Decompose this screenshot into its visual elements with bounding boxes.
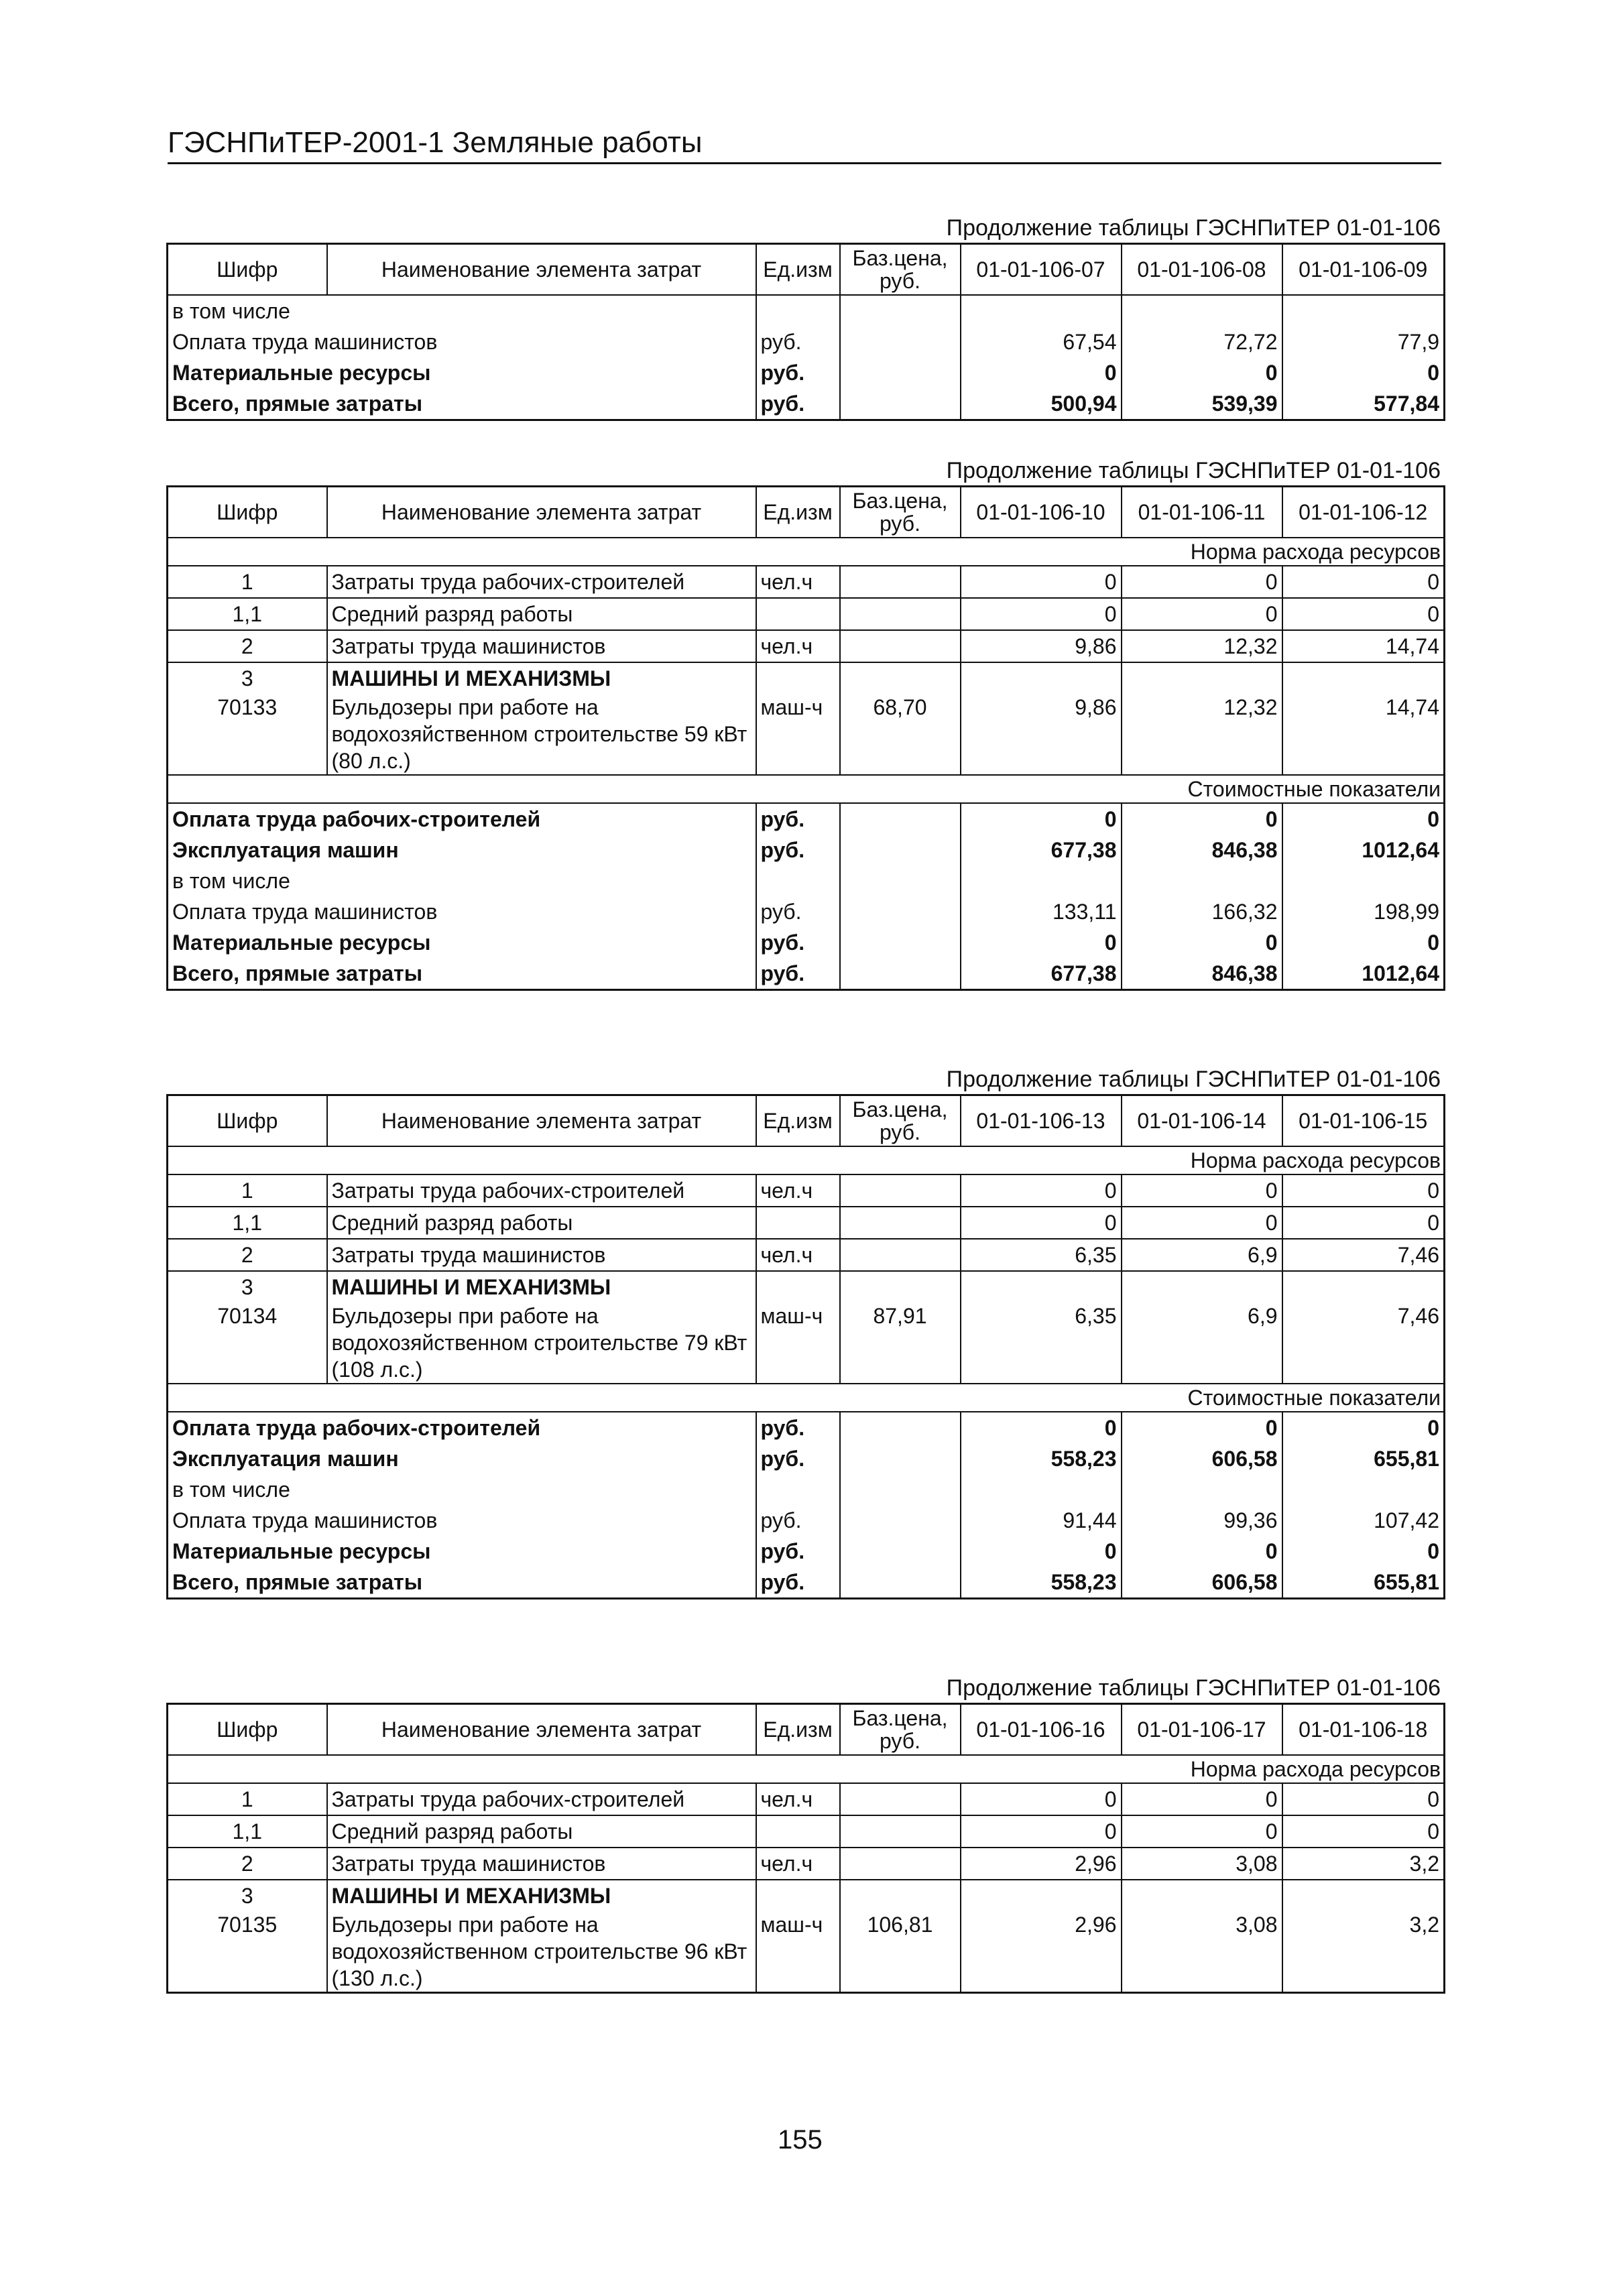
value-cell: 198,99 [1282, 896, 1445, 927]
row-price [840, 1815, 961, 1848]
value-cell: 67,54 [961, 326, 1122, 357]
value-cell: 0 [961, 1783, 1122, 1815]
row-unit [756, 1474, 840, 1505]
table-row [168, 1174, 1445, 1207]
value-cell: 0 [1122, 1815, 1282, 1848]
row-unit: чел.ч [756, 1848, 840, 1880]
table-row [168, 1815, 1445, 1848]
row-price [840, 388, 961, 420]
table-row [168, 1271, 1445, 1303]
row-price [840, 927, 961, 958]
row-price [840, 835, 961, 865]
row-unit: чел.ч [756, 630, 840, 662]
value-cell: 0 [961, 1815, 1122, 1848]
table-row [168, 326, 1445, 357]
cost-table [166, 485, 1445, 991]
value-cell: 0 [1282, 1783, 1445, 1815]
row-name: Затраты труда машинистов [327, 1239, 756, 1271]
col-price-header: Баз.цена, руб. [840, 1095, 961, 1147]
value-cell: 14,74 [1282, 694, 1445, 775]
value-cell [1122, 1474, 1282, 1505]
value-cell [1122, 1880, 1282, 1911]
value-cell: 3,2 [1282, 1848, 1445, 1880]
col-name-header: Наименование элемента затрат [327, 1095, 756, 1147]
row-name: МАШИНЫ И МЕХАНИЗМЫ [327, 1271, 756, 1303]
section-cost: Стоимостные показатели [168, 1384, 1445, 1412]
row-unit [756, 1880, 840, 1911]
value-cell: 0 [1282, 1815, 1445, 1848]
row-price [840, 598, 961, 630]
table-row [168, 958, 1445, 990]
table-row [168, 388, 1445, 420]
row-code: 2 [168, 630, 327, 662]
table-row [168, 694, 1445, 775]
row-price [840, 1207, 961, 1239]
row-name: МАШИНЫ И МЕХАНИЗМЫ [327, 662, 756, 694]
row-unit: руб. [756, 1536, 840, 1567]
row-code: 1 [168, 566, 327, 598]
col-price-header: Баз.цена, руб. [840, 244, 961, 296]
table-block-2 [166, 456, 1443, 991]
value-cell: 0 [1122, 927, 1282, 958]
col-norm-code: 01-01-106-12 [1282, 487, 1445, 538]
col-name-header: Наименование элемента затрат [327, 244, 756, 296]
row-code: 70135 [217, 1913, 278, 1937]
col-code-header: Шифр [168, 1095, 327, 1147]
col-norm-code: 01-01-106-17 [1122, 1704, 1282, 1756]
col-norm-code: 01-01-106-10 [961, 487, 1122, 538]
row-price [840, 1474, 961, 1505]
value-cell: 0 [1122, 1783, 1282, 1815]
value-cell: 99,36 [1122, 1505, 1282, 1536]
value-cell: 655,81 [1282, 1567, 1445, 1599]
section-norm: Норма расхода ресурсов [168, 1755, 1445, 1783]
section-cost: Стоимостные показатели [168, 775, 1445, 803]
row-unit: руб. [756, 927, 840, 958]
value-cell: 0 [1282, 1207, 1445, 1239]
row-name: Затраты труда рабочих-строителей [327, 1783, 756, 1815]
row-label: Оплата труда машинистов [172, 1508, 438, 1532]
value-cell: 539,39 [1122, 388, 1282, 420]
value-cell: 655,81 [1282, 1443, 1445, 1474]
value-cell: 91,44 [961, 1505, 1122, 1536]
value-cell: 2,96 [961, 1848, 1122, 1880]
value-cell: 0 [1282, 598, 1445, 630]
row-price [840, 1505, 961, 1536]
row-name: Затраты труда рабочих-строителей [327, 566, 756, 598]
header-row [168, 244, 1445, 296]
value-cell [961, 865, 1122, 896]
value-cell: 0 [961, 598, 1122, 630]
row-label: Оплата труда рабочих-строителей [172, 807, 541, 831]
row-name: Бульдозеры при работе на водохозяйственном строительстве 96 кВт (130 л.с.) [327, 1911, 756, 1993]
row-code: 1,1 [168, 598, 327, 630]
col-norm-code: 01-01-106-13 [961, 1095, 1122, 1147]
row-unit: маш-ч [756, 694, 840, 775]
section-norm: Норма расхода ресурсов [168, 538, 1445, 566]
table-row [168, 1505, 1445, 1536]
table-row [168, 1412, 1445, 1443]
table-row [168, 1848, 1445, 1880]
col-code-header: Шифр [168, 244, 327, 296]
value-cell: 3,08 [1122, 1848, 1282, 1880]
row-unit: руб. [756, 1443, 840, 1474]
row-label: Материальные ресурсы [172, 361, 431, 385]
row-unit: руб. [756, 388, 840, 420]
col-norm-code: 01-01-106-16 [961, 1704, 1122, 1756]
header-row [168, 487, 1445, 538]
row-name: Средний разряд работы [327, 1815, 756, 1848]
row-unit [756, 598, 840, 630]
table-row [168, 803, 1445, 835]
row-name: Затраты труда машинистов [327, 630, 756, 662]
row-unit: маш-ч [756, 1911, 840, 1993]
table-row [168, 1443, 1445, 1474]
value-cell: 107,42 [1282, 1505, 1445, 1536]
table-caption: Продолжение таблицы ГЭСНПиТЕР 01-01-106 [946, 215, 1441, 241]
col-unit-header: Ед.изм [756, 1095, 840, 1147]
value-cell: 677,38 [961, 958, 1122, 990]
value-cell: 500,94 [961, 388, 1122, 420]
row-unit: руб. [756, 326, 840, 357]
row-price [840, 803, 961, 835]
row-price [840, 1536, 961, 1567]
row-code: 2 [168, 1239, 327, 1271]
value-cell [1282, 1880, 1445, 1911]
row-price [840, 1412, 961, 1443]
value-cell [961, 662, 1122, 694]
cost-table [166, 1094, 1445, 1599]
table-row [168, 1239, 1445, 1271]
col-unit-header: Ед.изм [756, 487, 840, 538]
value-cell: 0 [1122, 1412, 1282, 1443]
table-row [168, 1911, 1445, 1993]
value-cell: 6,9 [1122, 1303, 1282, 1384]
value-cell: 72,72 [1122, 326, 1282, 357]
table-row [168, 1783, 1445, 1815]
table-row [168, 357, 1445, 388]
row-label: Оплата труда машинистов [172, 900, 438, 924]
value-cell: 9,86 [961, 630, 1122, 662]
row-name: МАШИНЫ И МЕХАНИЗМЫ [327, 1880, 756, 1911]
table-block-4 [166, 1673, 1443, 1994]
table-row [168, 865, 1445, 896]
row-code: 1 [168, 1783, 327, 1815]
row-price [840, 1271, 961, 1303]
value-cell: 558,23 [961, 1443, 1122, 1474]
table-caption: Продолжение таблицы ГЭСНПиТЕР 01-01-106 [946, 458, 1441, 483]
value-cell: 0 [1282, 1536, 1445, 1567]
value-cell: 0 [961, 1174, 1122, 1207]
value-cell: 0 [1282, 566, 1445, 598]
row-label: в том числе [172, 1477, 290, 1502]
cost-table [166, 1703, 1445, 1994]
row-unit [756, 1815, 840, 1848]
row-unit: руб. [756, 958, 840, 990]
row-price [840, 357, 961, 388]
row-name: Затраты труда машинистов [327, 1848, 756, 1880]
row-unit: руб. [756, 835, 840, 865]
row-price: 106,81 [840, 1911, 961, 1993]
row-label: Материальные ресурсы [172, 1539, 431, 1563]
row-code: 3 [241, 1884, 253, 1908]
value-cell: 0 [1122, 566, 1282, 598]
row-name: Бульдозеры при работе на водохозяйственном строительстве 59 кВт (80 л.с.) [327, 694, 756, 775]
row-price [840, 865, 961, 896]
table-row [168, 566, 1445, 598]
row-price [840, 1239, 961, 1271]
value-cell: 606,58 [1122, 1567, 1282, 1599]
value-cell: 3,2 [1282, 1911, 1445, 1993]
table-row [168, 1880, 1445, 1911]
row-price: 68,70 [840, 694, 961, 775]
value-cell: 0 [1282, 1412, 1445, 1443]
table-row [168, 896, 1445, 927]
row-unit: чел.ч [756, 566, 840, 598]
value-cell [961, 295, 1122, 326]
row-unit [756, 295, 840, 326]
value-cell [1282, 1474, 1445, 1505]
value-cell: 846,38 [1122, 835, 1282, 865]
value-cell: 0 [1282, 927, 1445, 958]
value-cell: 77,9 [1282, 326, 1445, 357]
value-cell: 6,35 [961, 1303, 1122, 1384]
row-price [840, 1174, 961, 1207]
row-label: Всего, прямые затраты [172, 1570, 423, 1594]
row-code: 1,1 [168, 1815, 327, 1848]
value-cell [961, 1474, 1122, 1505]
table-block-1 [166, 213, 1443, 421]
value-cell: 0 [961, 1536, 1122, 1567]
value-cell: 606,58 [1122, 1443, 1282, 1474]
row-price [840, 630, 961, 662]
value-cell [1282, 865, 1445, 896]
value-cell: 846,38 [1122, 958, 1282, 990]
section-norm: Норма расхода ресурсов [168, 1146, 1445, 1174]
value-cell: 0 [1122, 598, 1282, 630]
value-cell: 0 [1282, 357, 1445, 388]
value-cell: 0 [961, 566, 1122, 598]
col-norm-code: 01-01-106-15 [1282, 1095, 1445, 1147]
header-row [168, 1704, 1445, 1756]
table-row [168, 295, 1445, 326]
row-price [840, 1443, 961, 1474]
value-cell [1282, 1271, 1445, 1303]
row-unit: руб. [756, 1567, 840, 1599]
col-norm-code: 01-01-106-07 [961, 244, 1122, 296]
table-row [168, 1474, 1445, 1505]
table-row [168, 1207, 1445, 1239]
col-name-header: Наименование элемента затрат [327, 1704, 756, 1756]
value-cell [1122, 295, 1282, 326]
value-cell [1282, 295, 1445, 326]
row-code: 2 [168, 1848, 327, 1880]
value-cell: 6,35 [961, 1239, 1122, 1271]
col-norm-code: 01-01-106-08 [1122, 244, 1282, 296]
table-block-3 [166, 1065, 1443, 1599]
row-name: Бульдозеры при работе на водохозяйственном строительстве 79 кВт (108 л.с.) [327, 1303, 756, 1384]
row-code: 3 [241, 1275, 253, 1299]
row-price [840, 958, 961, 990]
row-unit: руб. [756, 1505, 840, 1536]
value-cell: 12,32 [1122, 694, 1282, 775]
value-cell: 677,38 [961, 835, 1122, 865]
row-price [840, 1567, 961, 1599]
row-price: 87,91 [840, 1303, 961, 1384]
row-price [840, 295, 961, 326]
value-cell: 0 [1282, 1174, 1445, 1207]
row-code: 1 [168, 1174, 327, 1207]
row-name: Затраты труда рабочих-строителей [327, 1174, 756, 1207]
row-code: 70134 [217, 1304, 278, 1328]
value-cell: 0 [1122, 1536, 1282, 1567]
value-cell: 3,08 [1122, 1911, 1282, 1993]
row-label: Всего, прямые затраты [172, 961, 423, 985]
row-label: Эксплуатация машин [172, 1447, 399, 1471]
value-cell: 0 [1122, 803, 1282, 835]
value-cell: 9,86 [961, 694, 1122, 775]
row-code: 70133 [217, 695, 278, 719]
table-row [168, 630, 1445, 662]
value-cell: 7,46 [1282, 1239, 1445, 1271]
row-label: в том числе [172, 299, 290, 323]
value-cell: 1012,64 [1282, 958, 1445, 990]
row-name: Средний разряд работы [327, 1207, 756, 1239]
row-unit: маш-ч [756, 1303, 840, 1384]
table-caption: Продолжение таблицы ГЭСНПиТЕР 01-01-106 [946, 1067, 1441, 1092]
row-price [840, 1783, 961, 1815]
col-code-header: Шифр [168, 1704, 327, 1756]
col-price-header: Баз.цена, руб. [840, 487, 961, 538]
value-cell: 0 [961, 927, 1122, 958]
row-unit [756, 1207, 840, 1239]
row-unit: чел.ч [756, 1783, 840, 1815]
table-row [168, 835, 1445, 865]
row-price [840, 896, 961, 927]
header-row [168, 1095, 1445, 1147]
row-label: в том числе [172, 869, 290, 893]
row-label: Материальные ресурсы [172, 930, 431, 955]
value-cell: 0 [1122, 1207, 1282, 1239]
page-number: 155 [778, 2125, 823, 2155]
value-cell: 7,46 [1282, 1303, 1445, 1384]
value-cell: 0 [1122, 1174, 1282, 1207]
row-unit: руб. [756, 803, 840, 835]
row-label: Эксплуатация машин [172, 838, 399, 862]
value-cell: 133,11 [961, 896, 1122, 927]
row-label: Оплата труда машинистов [172, 330, 438, 354]
row-price [840, 1848, 961, 1880]
col-unit-header: Ед.изм [756, 1704, 840, 1756]
col-price-header: Баз.цена, руб. [840, 1704, 961, 1756]
row-price [840, 1880, 961, 1911]
col-norm-code: 01-01-106-18 [1282, 1704, 1445, 1756]
row-price [840, 566, 961, 598]
col-norm-code: 01-01-106-14 [1122, 1095, 1282, 1147]
col-norm-code: 01-01-106-11 [1122, 487, 1282, 538]
col-name-header: Наименование элемента затрат [327, 487, 756, 538]
value-cell: 0 [1122, 357, 1282, 388]
value-cell: 6,9 [1122, 1239, 1282, 1271]
table-row [168, 1536, 1445, 1567]
value-cell: 0 [961, 803, 1122, 835]
row-code: 3 [241, 666, 253, 690]
table-row [168, 598, 1445, 630]
value-cell [1122, 662, 1282, 694]
value-cell [961, 1880, 1122, 1911]
value-cell: 12,32 [1122, 630, 1282, 662]
value-cell: 1012,64 [1282, 835, 1445, 865]
row-price [840, 662, 961, 694]
table-row [168, 1567, 1445, 1599]
value-cell: 0 [961, 357, 1122, 388]
value-cell [1122, 865, 1282, 896]
value-cell: 2,96 [961, 1911, 1122, 1993]
table-row [168, 662, 1445, 694]
row-name: Средний разряд работы [327, 598, 756, 630]
row-label: Оплата труда рабочих-строителей [172, 1416, 541, 1440]
value-cell: 0 [961, 1412, 1122, 1443]
value-cell: 14,74 [1282, 630, 1445, 662]
value-cell: 558,23 [961, 1567, 1122, 1599]
value-cell [1122, 1271, 1282, 1303]
value-cell: 577,84 [1282, 388, 1445, 420]
value-cell: 166,32 [1122, 896, 1282, 927]
table-row [168, 1303, 1445, 1384]
row-unit: руб. [756, 896, 840, 927]
value-cell [1282, 662, 1445, 694]
row-unit [756, 865, 840, 896]
row-unit: чел.ч [756, 1174, 840, 1207]
col-unit-header: Ед.изм [756, 244, 840, 296]
row-price [840, 326, 961, 357]
row-code: 1,1 [168, 1207, 327, 1239]
row-label: Всего, прямые затраты [172, 391, 423, 416]
table-caption: Продолжение таблицы ГЭСНПиТЕР 01-01-106 [946, 1675, 1441, 1701]
row-unit [756, 1271, 840, 1303]
row-unit [756, 662, 840, 694]
cost-table [166, 243, 1445, 421]
value-cell [961, 1271, 1122, 1303]
value-cell: 0 [961, 1207, 1122, 1239]
row-unit: руб. [756, 357, 840, 388]
col-code-header: Шифр [168, 487, 327, 538]
row-unit: руб. [756, 1412, 840, 1443]
col-norm-code: 01-01-106-09 [1282, 244, 1445, 296]
running-head: ГЭСНПиТЕР-2001-1 Земляные работы [168, 126, 1441, 164]
row-unit: чел.ч [756, 1239, 840, 1271]
value-cell: 0 [1282, 803, 1445, 835]
table-row [168, 927, 1445, 958]
